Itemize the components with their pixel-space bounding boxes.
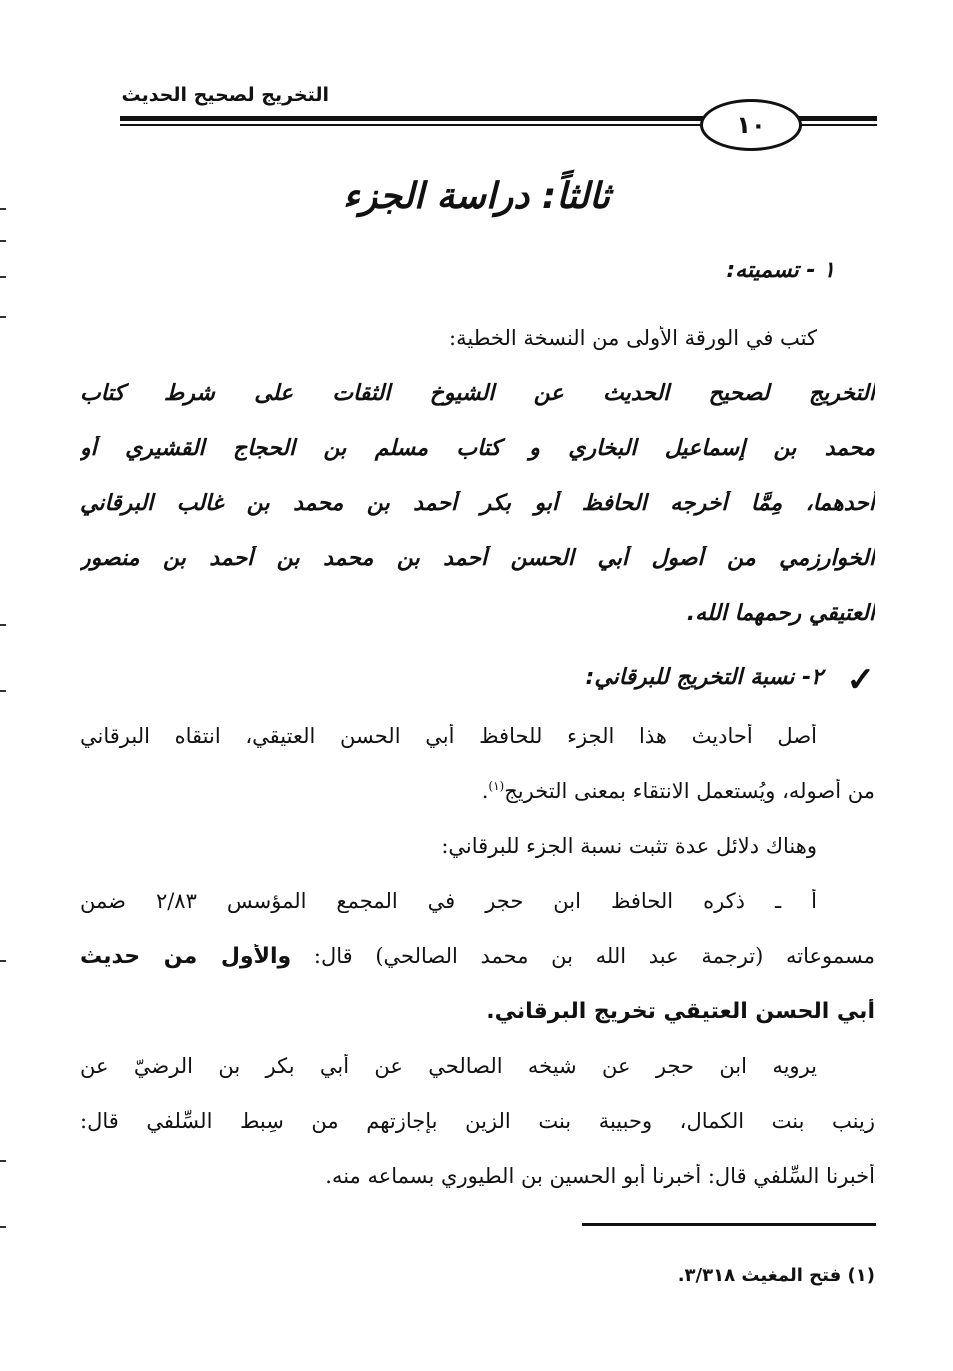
- subheading-naming: ١ - تسميته:: [726, 258, 835, 283]
- footnote-rule: [582, 1223, 876, 1226]
- paragraph3-line-2: زينب بنت الكمال، وحبيبة بنت الزين بإجازتهم من سِبط السِّلفي قال:: [80, 1109, 875, 1133]
- title-line-3: أحدهما، مِمَّا أخرجه الحافظ أبو بكر أحمد بن محمد بن غالب البرقاني: [80, 491, 875, 516]
- evidence-a-line-2: [80, 944, 875, 969]
- evidence-a-line-1: أ ـ ذكره الحافظ ابن حجر في المجمع المؤسس ٢/٨٣ ضمن: [80, 889, 817, 913]
- check-mark-icon: ✓: [846, 660, 875, 700]
- margin-tick: [0, 276, 6, 278]
- paragraph1-line-2: [80, 779, 875, 803]
- title-line-4: الخوارزمي من أصول أبي الحسن أحمد بن محمد بن أحمد بن منصور: [80, 546, 875, 571]
- footnote-ref: (١): [488, 779, 505, 793]
- title-line-1: التخريج لصحيح الحديث عن الشيوخ الثقات على شرط كتاب: [80, 381, 875, 406]
- margin-tick: [0, 1226, 6, 1228]
- margin-tick: [0, 960, 6, 962]
- margin-tick: [0, 240, 6, 242]
- margin-tick: [0, 316, 6, 318]
- margin-tick: [0, 624, 6, 626]
- paragraph2: وهناك دلائل عدة تثبت نسبة الجزء للبرقاني:: [441, 834, 817, 858]
- evidence-a-line-3: أبي الحسن العتيقي تخريج البرقاني.: [486, 999, 875, 1024]
- paragraph1-end: .: [481, 779, 489, 803]
- margin-tick: [0, 1160, 6, 1162]
- paragraph3-line-3: أخبرنا السِّلفي قال: أخبرنا أبو الحسين بن الطيوري بسماعه منه.: [325, 1164, 875, 1188]
- intro-line: كتب في الورقة الأولى من النسخة الخطية:: [449, 326, 817, 350]
- paragraph1-line-1: أصل أحاديث هذا الجزء للحافظ أبي الحسن العتيقي، انتقاه البرقاني: [80, 724, 817, 748]
- page-number: ١٠: [700, 99, 802, 151]
- paragraph3-line-1: يرويه ابن حجر عن شيخه الصالحي عن أبي بكر بن الرضيّ عن: [80, 1054, 817, 1078]
- title-line-2: محمد بن إسماعيل البخاري و كتاب مسلم بن الحجاج القشيري أو: [80, 436, 875, 461]
- evidence-a-line-2-bold: والأول من حديث: [80, 944, 292, 969]
- evidence-a-line-2-normal: مسموعاته (ترجمة عبد الله بن محمد الصالحي) قال:: [291, 944, 875, 968]
- section-title: ثالثاً: دراسة الجزء: [342, 176, 611, 217]
- footnote: (١) فتح المغيث ٣/٣١٨.: [677, 1265, 875, 1286]
- paragraph1-line-2-text: من أصوله، ويُستعمل الانتقاء بمعنى التخريج: [504, 779, 875, 803]
- margin-tick: [0, 208, 6, 210]
- title-line-5: العتيقي رحمهما الله.: [686, 601, 875, 626]
- running-title: التخريج لصحيح الحديث: [121, 84, 329, 106]
- subheading-attribution: ٢- نسبة التخريج للبرقاني:: [585, 665, 823, 690]
- margin-tick: [0, 690, 6, 692]
